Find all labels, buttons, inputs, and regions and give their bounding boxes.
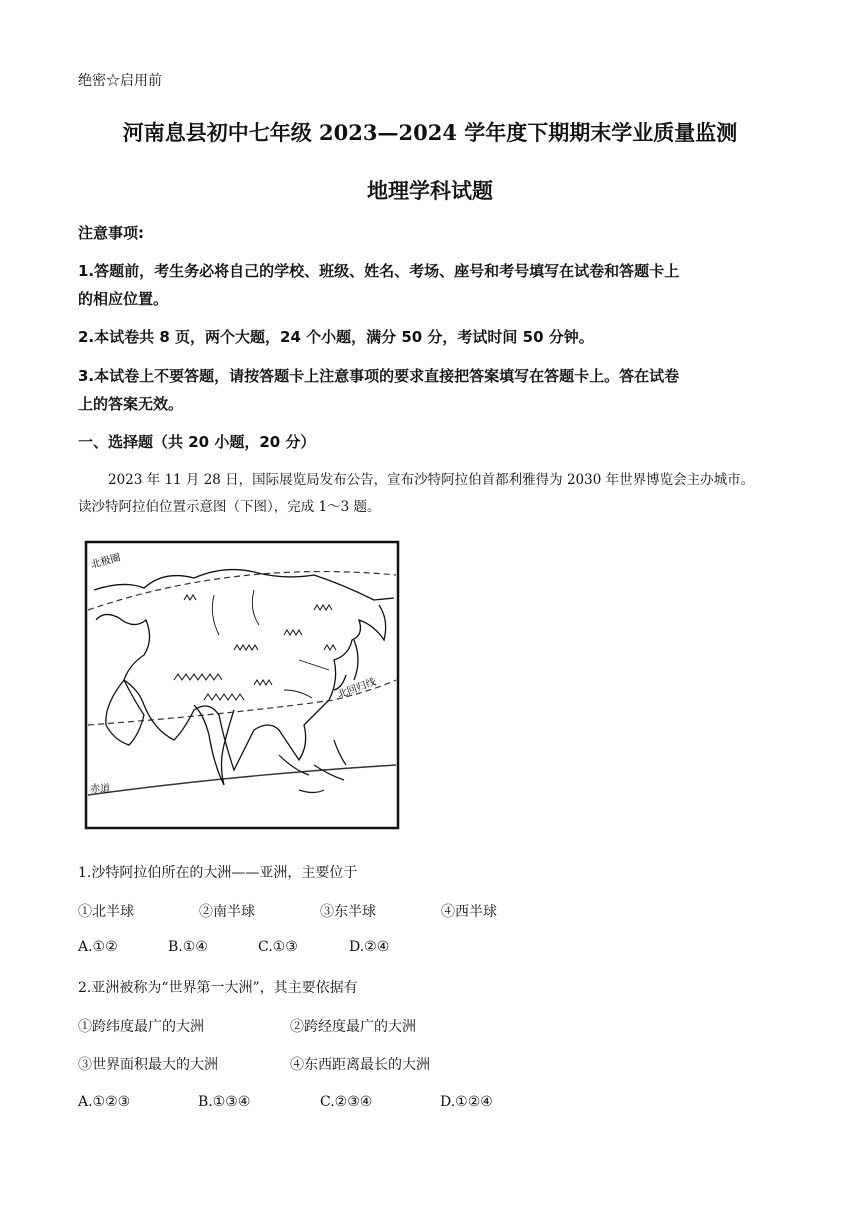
notice-item-3-cont: 上的答案无效。 <box>78 395 184 413</box>
label-equator: 赤道 <box>90 784 110 795</box>
intro-paragraph-cont: 读沙特阿拉伯位置示意图（下图），完成 1～3 题。 <box>78 499 381 515</box>
question-2-answer-b: B.①③④ <box>198 1094 251 1110</box>
question-2-choice-3: ③世界面积最大的大洲 <box>78 1057 218 1073</box>
notice-item-1-cont: 的相应位置。 <box>78 290 169 308</box>
question-1-answer-a: A.①② <box>78 939 118 955</box>
exam-title: 河南息县初中七年级 2023—2024 学年度下期期末学业质量监测 <box>122 120 738 145</box>
question-2-stem: 2.亚洲被称为“世界第一大洲”，其主要依据有 <box>78 980 358 996</box>
question-1-answer-c: C.①③ <box>258 939 298 955</box>
confidential-mark: 绝密☆启用前 <box>78 73 162 89</box>
question-2-answer-a: A.①②③ <box>78 1094 131 1110</box>
question-1-choice-2: ②南半球 <box>199 904 255 920</box>
question-1-choice-1: ①北半球 <box>78 904 134 920</box>
label-tropic: 北回归线 <box>336 676 378 701</box>
notice-item-3: 3.本试卷上不要答题，请按答题卡上注意事项的要求直接把答案填写在答题卡上。答在试卷 <box>78 367 680 385</box>
notice-heading: 注意事项: <box>78 224 144 242</box>
notice-item-1: 1.答题前，考生务必将自己的学校、班级、姓名、考场、座号和考号填写在试卷和答题卡上 <box>78 262 680 280</box>
question-2-choice-4: ④东西距离最长的大洲 <box>290 1057 430 1073</box>
label-arctic-circle: 北极圈 <box>89 552 122 571</box>
question-1-answer-d: D.②④ <box>349 939 390 955</box>
question-2-answer-c: C.②③④ <box>320 1094 373 1110</box>
question-1-stem: 1.沙特阿拉伯所在的大洲——亚洲，主要位于 <box>78 865 358 881</box>
asia-location-map <box>84 540 400 830</box>
question-1-answer-b: B.①④ <box>168 939 208 955</box>
exam-subject-title: 地理学科试题 <box>367 178 493 203</box>
question-1-choice-3: ③东半球 <box>320 904 376 920</box>
question-2-choice-2: ②跨经度最广的大洲 <box>290 1019 416 1035</box>
section-heading: 一、选择题（共 20 小题，20 分） <box>78 433 316 451</box>
question-2-choice-1: ①跨纬度最广的大洲 <box>78 1019 204 1035</box>
question-1-choice-4: ④西半球 <box>441 904 497 920</box>
question-2-answer-d: D.①②④ <box>440 1094 493 1110</box>
notice-item-2: 2.本试卷共 8 页，两个大题，24 个小题，满分 50 分，考试时间 50 分钟。 <box>78 328 594 346</box>
intro-paragraph: 2023 年 11 月 28 日，国际展览局发布公告，宣布沙特阿拉伯首都利雅得为 2030 年世界博览会主办城市。 <box>108 472 755 488</box>
